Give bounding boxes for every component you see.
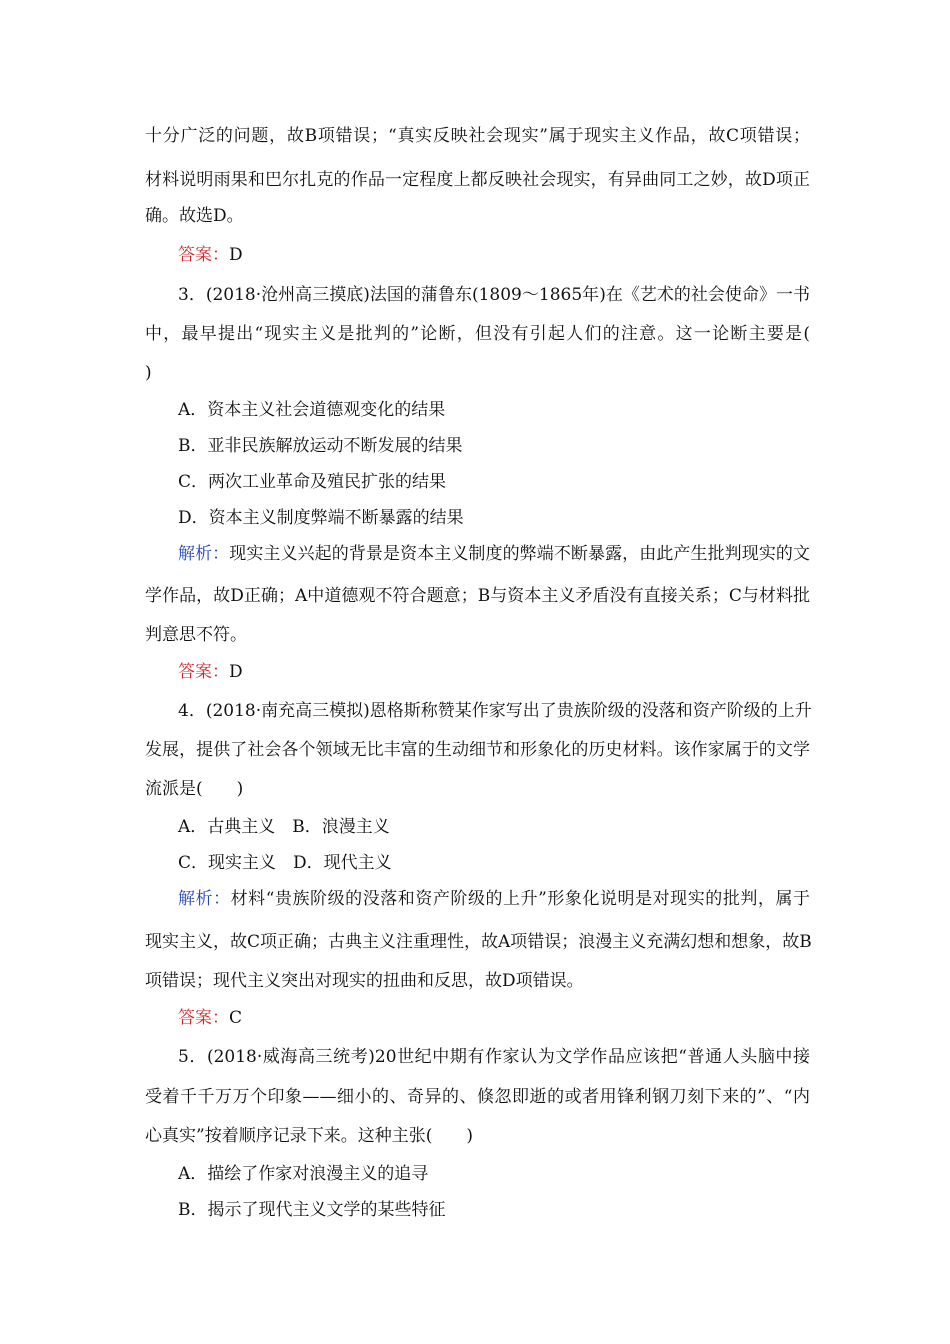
question-5-stem: 受着千千万万个印象——细小的、奇异的、倏忽即逝的或者用锋利钢刀刻下来的”、“内 — [145, 1087, 810, 1107]
question-3-stem: 中，最早提出“现实主义是批判的”论断，但没有引起人们的注意。这一论断主要是( — [145, 324, 810, 344]
answer-line — [178, 243, 810, 267]
question-3-option-a: A．资本主义社会道德观变化的结果 — [178, 400, 446, 420]
answer-label: 答案： — [178, 1008, 229, 1028]
question-3-analysis: 判意思不符。 — [145, 625, 247, 645]
analysis-label: 解析： — [178, 544, 230, 564]
question-3-analysis — [178, 542, 810, 566]
question-4-stem: 流派是( ) — [145, 779, 244, 799]
text-line: 十分广泛的问题，故B项错误；“真实反映社会现实”属于现实主义作品，故C项错误； — [145, 126, 810, 146]
answer-line — [178, 660, 810, 684]
answer-value: D — [229, 662, 243, 682]
question-4-options-cd: C．现实主义 D．现代主义 — [178, 853, 392, 873]
answer-line — [178, 1006, 810, 1030]
question-3-stem: 3．(2018·沧州高三摸底)法国的蒲鲁东(1809～1865年)在《艺术的社会使命》一书 — [178, 285, 810, 305]
analysis-text: 现实主义兴起的背景是资本主义制度的弊端不断暴露，由此产生批判现实的文 — [229, 544, 810, 564]
question-3-stem: ) — [145, 363, 152, 383]
question-3-analysis: 学作品，故D正确；A中道德观不符合题意；B与资本主义矛盾没有直接关系；C与材料批 — [145, 586, 810, 606]
answer-label: 答案： — [178, 662, 229, 682]
question-5-option-a: A．描绘了作家对浪漫主义的追寻 — [178, 1164, 429, 1184]
analysis-text: 材料“贵族阶级的没落和资产阶级的上升”形象化说明是对现实的批判，属于 — [230, 889, 810, 909]
question-3-option-b: B．亚非民族解放运动不断发展的结果 — [178, 436, 463, 456]
text-line: 确。故选D。 — [145, 206, 244, 226]
answer-value: D — [229, 245, 243, 265]
question-4-analysis — [178, 887, 810, 911]
question-5-option-b: B．揭示了现代主义文学的某些特征 — [178, 1200, 446, 1220]
text-line: 材料说明雨果和巴尔扎克的作品一定程度上都反映社会现实，有异曲同工之妙，故D项正 — [145, 170, 810, 190]
question-5-stem: 5．(2018·威海高三统考)20世纪中期有作家认为文学作品应该把“普通人头脑中接 — [178, 1047, 810, 1067]
answer-label: 答案： — [178, 245, 229, 265]
question-4-stem: 发展，提供了社会各个领域无比丰富的生动细节和形象化的历史材料。该作家属于的文学 — [145, 740, 810, 760]
question-4-stem: 4．(2018·南充高三模拟)恩格斯称赞某作家写出了贵族阶级的没落和资产阶级的上升 — [178, 701, 812, 721]
analysis-label: 解析： — [178, 889, 231, 909]
question-3-option-d: D．资本主义制度弊端不断暴露的结果 — [178, 508, 464, 528]
question-3-option-c: C．两次工业革命及殖民扩张的结果 — [178, 472, 447, 492]
answer-value: C — [229, 1008, 243, 1028]
question-4-options-ab: A．古典主义 B．浪漫主义 — [178, 817, 390, 837]
question-4-analysis: 现实主义，故C项正确；古典主义注重理性，故A项错误；浪漫主义充满幻想和想象，故B — [145, 932, 812, 952]
question-4-analysis: 项错误；现代主义突出对现实的扭曲和反思，故D项错误。 — [145, 971, 584, 991]
question-5-stem: 心真实”按着顺序记录下来。这种主张( ) — [145, 1126, 473, 1146]
